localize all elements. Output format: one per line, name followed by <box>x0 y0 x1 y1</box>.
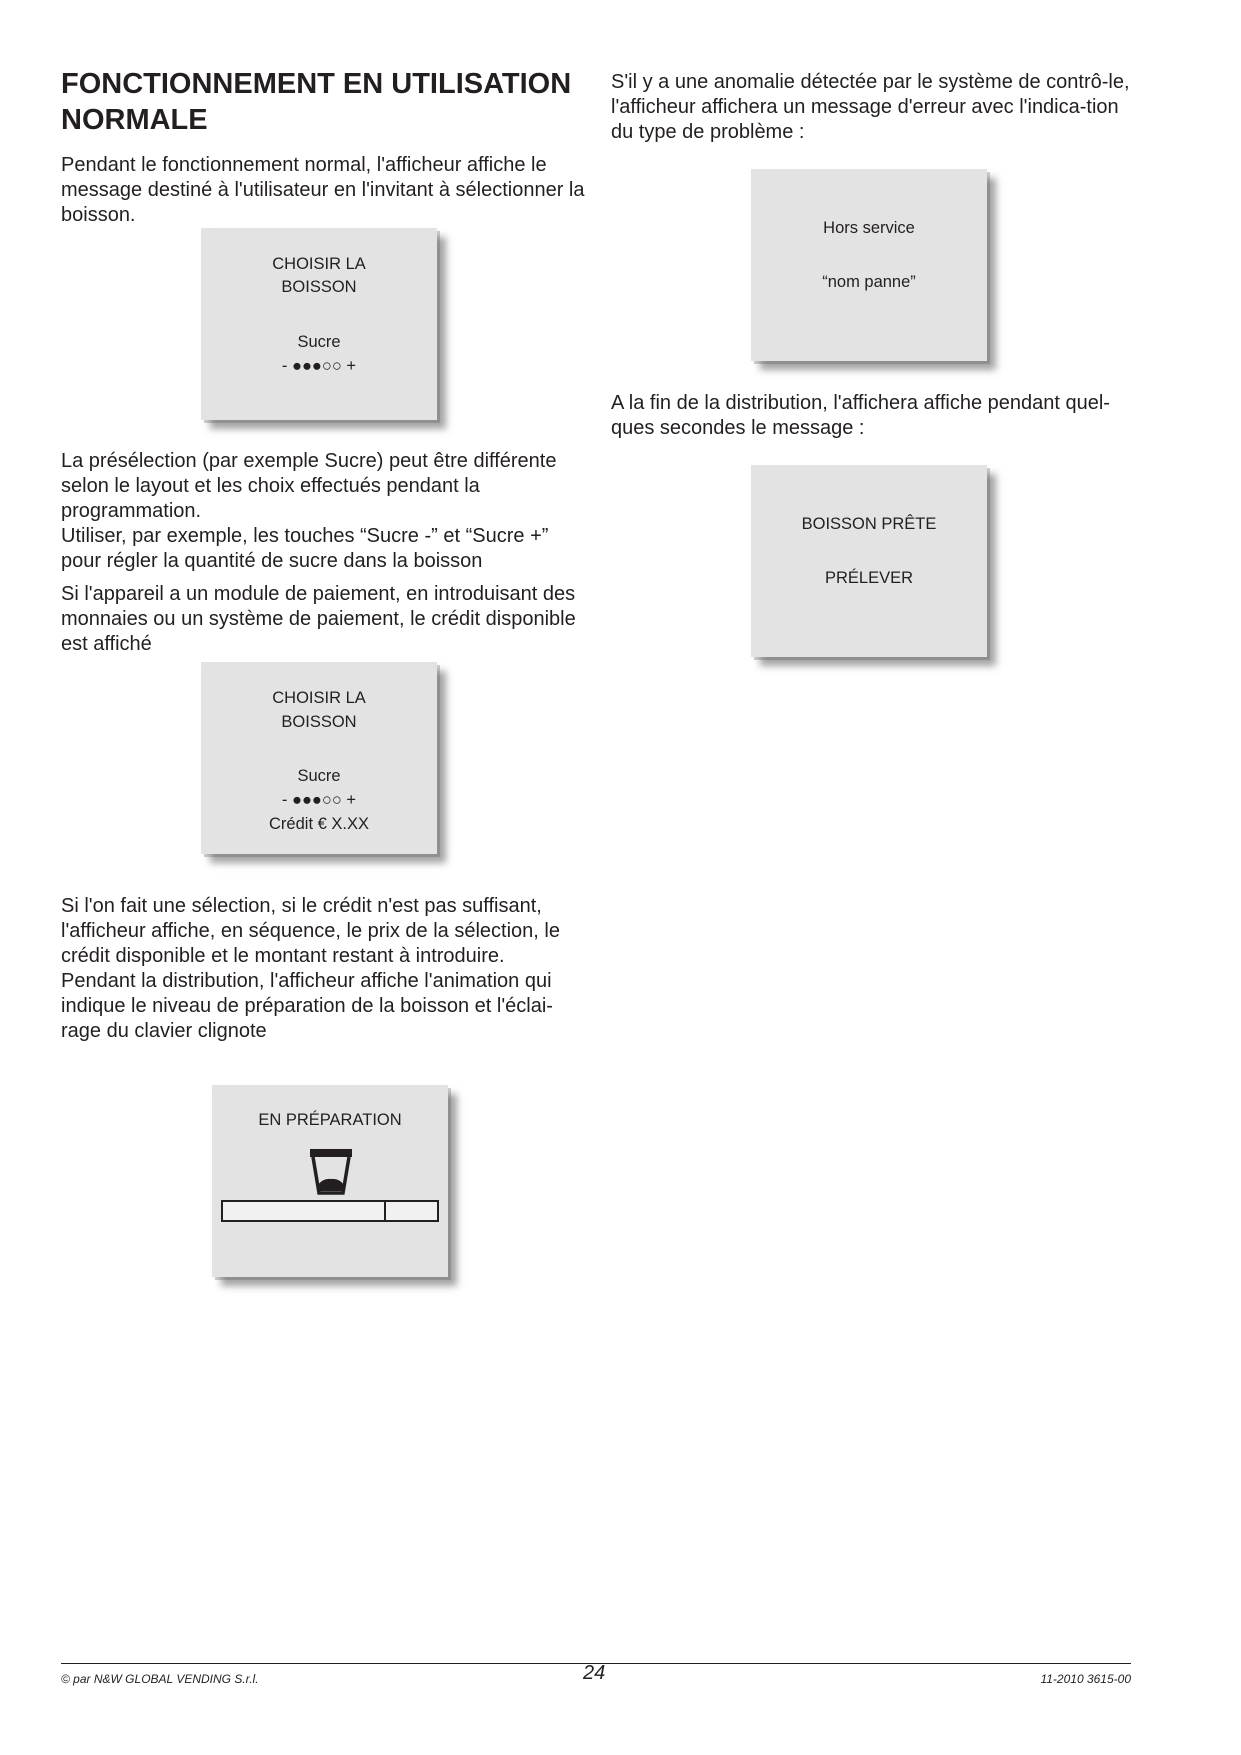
page-title: FONCTIONNEMENT EN UTILISATION NORMALE <box>61 68 572 136</box>
cup-icon <box>305 1147 357 1197</box>
page-number: 24 <box>583 1662 606 1684</box>
progress-marker <box>384 1202 386 1220</box>
sugar-level-indicator: - ●●●○○ + <box>281 357 357 375</box>
paragraph-anomaly: S'il y a une anomalie détectée par le système de contrô-le, l'afficheur affichera un message d'erreur avec l'indica-tion du type de problème : <box>611 71 1130 143</box>
paragraph-preselection: La présélection (par exemple Sucre) peut être différente selon le layout et les choix effectués pendant la programmation. <box>61 450 557 522</box>
paragraph-sugar-keys: Utiliser, par exemple, les touches “Sucre -” et “Sucre +” pour régler la quantité de sucre dans la boisson <box>61 525 549 572</box>
sugar-level-indicator: - ●●●○○ + <box>281 791 357 809</box>
screen-line: Hors service <box>823 219 915 237</box>
paragraph-end-distribution: A la fin de la distribution, l'affichera affiche pendant quel-ques secondes le message : <box>611 392 1110 439</box>
credit-display: Crédit € X.XX <box>269 815 369 833</box>
screen-line: EN PRÉPARATION <box>258 1111 402 1129</box>
screen-line: BOISSON <box>281 713 357 731</box>
footer-copyright: © par N&W GLOBAL VENDING S.r.l. <box>61 1672 259 1686</box>
screen-line: “nom panne” <box>822 273 916 291</box>
screen-line: PRÉLEVER <box>824 569 914 587</box>
screen-line: CHOISIR LA <box>272 689 366 707</box>
screen-line: Sucre <box>297 333 341 351</box>
display-screen-drink-ready <box>751 465 987 657</box>
display-screen-preparation <box>212 1085 448 1277</box>
document-code: 11-2010 3615-00 <box>1040 1672 1131 1686</box>
screen-line: CHOISIR LA <box>272 255 366 273</box>
paragraph-insufficient-credit: Si l'on fait une sélection, si le crédit n'est pas suffisant, l'afficheur affiche, en séquence, le prix de la sélection, le crédit disponible et le montant restant à introduire. <box>61 895 560 967</box>
display-screen-choose-drink <box>201 228 437 420</box>
paragraph-distribution: Pendant la distribution, l'afficheur affiche l'animation qui indique le niveau de préparation de la boisson et l'éclai-rage du clavier clignote <box>61 970 553 1042</box>
preparation-progress-bar <box>221 1200 439 1222</box>
screen-line: BOISSON <box>281 278 357 296</box>
display-screen-out-of-service <box>751 169 987 361</box>
paragraph-payment: Si l'appareil a un module de paiement, en introduisant des monnaies ou un système de paiement, le crédit disponible est affiché <box>61 583 576 655</box>
paragraph-intro: Pendant le fonctionnement normal, l'afficheur affiche le message destiné à l'utilisateur en l'invitant à sélectionner la boisson. <box>61 154 585 226</box>
screen-line: BOISSON PRÊTE <box>801 515 937 533</box>
display-screen-credit <box>201 662 437 854</box>
screen-line: Sucre <box>297 767 341 785</box>
